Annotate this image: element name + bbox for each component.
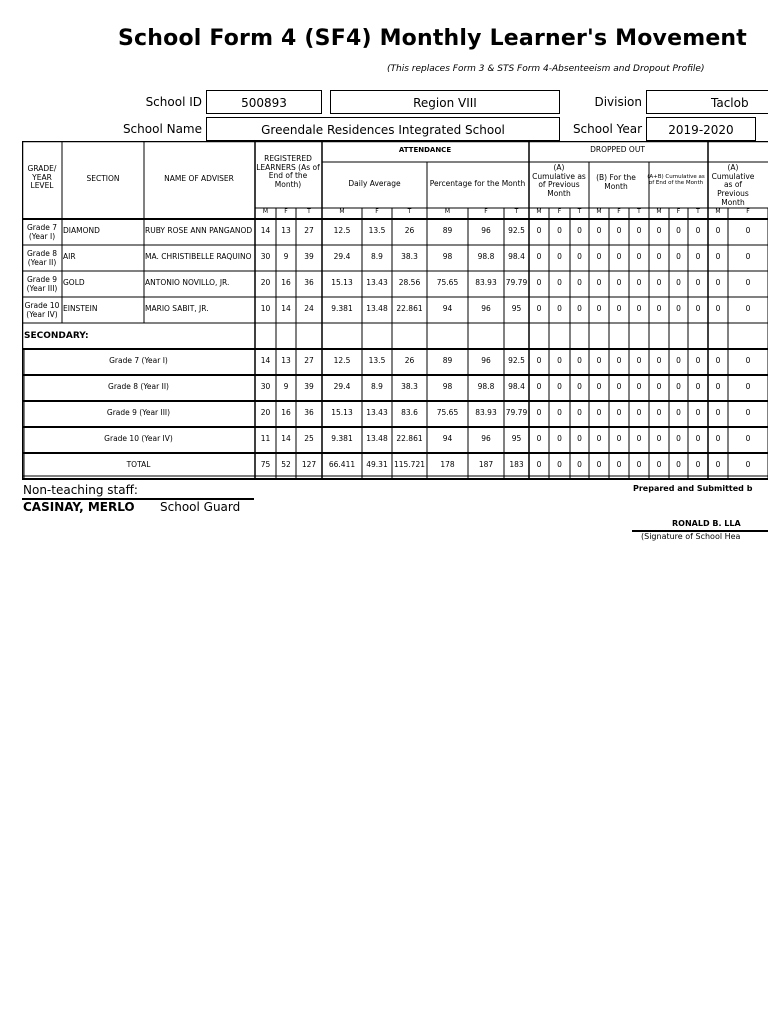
summary-value: 9.381 xyxy=(331,434,353,443)
summary-value: 39 xyxy=(304,382,314,391)
row-value: 0 xyxy=(536,226,542,235)
summary-value: 83.6 xyxy=(401,408,418,417)
summary-value: 0 xyxy=(656,356,662,365)
mft-header: M xyxy=(536,207,542,215)
summary-value: 96 xyxy=(481,356,491,365)
row-value: 0 xyxy=(715,304,721,313)
total-value: 0 xyxy=(557,460,562,469)
summary-value: 0 xyxy=(695,434,701,443)
school-year-label: School Year xyxy=(572,122,642,136)
row-value: 0 xyxy=(596,252,602,261)
summary-value: 25 xyxy=(304,434,314,443)
row-value: 27 xyxy=(304,226,314,235)
row-value: 29.4 xyxy=(333,252,351,261)
summary-value: 0 xyxy=(695,356,701,365)
row-section: DIAMOND xyxy=(63,226,100,235)
summary-value: 0 xyxy=(715,356,721,365)
row-value: 0 xyxy=(715,252,721,261)
staff-name: CASINAY, MERLO xyxy=(23,500,135,514)
row-value: 14 xyxy=(281,304,291,313)
row-value: 24 xyxy=(304,304,314,313)
summary-value: 0 xyxy=(577,408,582,417)
summary-value: 0 xyxy=(676,434,681,443)
total-value: 75 xyxy=(260,460,271,469)
header-percentage-month: Percentage for the Month xyxy=(429,179,526,188)
summary-value: 13.5 xyxy=(368,356,386,365)
mft-header: M xyxy=(715,207,721,215)
summary-value: 0 xyxy=(636,382,642,391)
summary-value: 98.8 xyxy=(477,382,495,391)
total-value: 0 xyxy=(676,460,681,469)
row-value: 0 xyxy=(616,278,622,287)
form-title: School Form 4 (SF4) Monthly Learner's Movement xyxy=(118,26,748,51)
row-value: 96 xyxy=(481,304,491,313)
summary-value: 8.9 xyxy=(371,382,383,391)
row-grade-level: Grade 9 (Year III) xyxy=(26,275,58,293)
form-subtitle: (This replaces Form 3 & STS Form 4-Absenteeism and Dropout Profile) xyxy=(387,64,705,74)
row-value: 30 xyxy=(260,252,271,261)
summary-value: 98 xyxy=(442,382,453,391)
summary-value: 0 xyxy=(596,382,602,391)
mft-header: T xyxy=(307,207,311,215)
row-grade-level: Grade 8 (Year II) xyxy=(26,249,58,267)
mft-header: F xyxy=(676,207,681,215)
header-transferred-cumulative-previous: (A) Cumulative as of Previous Month xyxy=(711,163,755,207)
summary-value: 11 xyxy=(260,434,271,443)
mft-header: F xyxy=(375,207,379,215)
header-daily-average: Daily Average xyxy=(348,179,401,188)
summary-value: 0 xyxy=(656,408,662,417)
summary-value: 30 xyxy=(260,382,271,391)
header-grade-level: GRADE/ YEAR LEVEL xyxy=(27,164,57,191)
row-value: 28.56 xyxy=(398,278,421,287)
row-value: 0 xyxy=(616,226,622,235)
summary-value: 75.65 xyxy=(436,408,459,417)
school-id-label: School ID xyxy=(145,95,202,109)
mft-header: F xyxy=(557,207,562,215)
row-value: 0 xyxy=(676,252,681,261)
row-value: 0 xyxy=(745,252,751,261)
secondary-label: SECONDARY: xyxy=(24,331,89,341)
row-value: 13.48 xyxy=(366,304,388,313)
row-value: 0 xyxy=(557,226,562,235)
summary-value: 0 xyxy=(695,408,701,417)
row-value: 0 xyxy=(676,278,681,287)
summary-value: 94 xyxy=(442,434,453,443)
row-adviser: ANTONIO NOVILLO, JR. xyxy=(145,279,230,287)
summary-value: 0 xyxy=(577,434,582,443)
row-value: 0 xyxy=(636,226,642,235)
row-value: 98.8 xyxy=(477,252,495,261)
row-value: 0 xyxy=(656,304,662,313)
summary-value: 0 xyxy=(616,408,622,417)
learner-movement-table xyxy=(22,141,768,481)
summary-value: 0 xyxy=(596,356,602,365)
row-value: 0 xyxy=(616,252,622,261)
summary-value: 0 xyxy=(676,356,681,365)
row-value: 0 xyxy=(616,304,622,313)
summary-value: 96 xyxy=(481,434,491,443)
summary-value: 26 xyxy=(404,356,415,365)
row-value: 98 xyxy=(442,252,453,261)
row-value: 0 xyxy=(636,278,642,287)
row-value: 0 xyxy=(577,226,582,235)
row-value: 26 xyxy=(404,226,415,235)
row-value: 0 xyxy=(656,252,662,261)
row-value: 0 xyxy=(656,278,662,287)
row-value: 0 xyxy=(596,226,602,235)
row-value: 0 xyxy=(745,226,751,235)
summary-value: 14 xyxy=(260,356,271,365)
row-value: 0 xyxy=(536,304,542,313)
summary-value: 0 xyxy=(636,434,642,443)
division-label: Division xyxy=(594,95,642,109)
school-id-field: 500893 xyxy=(206,90,322,114)
summary-value: 29.4 xyxy=(333,382,351,391)
division-field: Taclob xyxy=(646,90,768,114)
summary-value: 13.48 xyxy=(366,434,388,443)
summary-value: 0 xyxy=(557,434,562,443)
total-label: TOTAL xyxy=(126,460,151,469)
mft-header: T xyxy=(514,207,519,215)
row-value: 0 xyxy=(695,226,701,235)
summary-value: 15.13 xyxy=(331,408,353,417)
row-value: 98.4 xyxy=(508,252,525,261)
nonteaching-staff-label: Non-teaching staff: xyxy=(23,483,138,497)
header-dropped-out: DROPPED OUT xyxy=(590,145,645,154)
mft-header: T xyxy=(637,207,641,215)
summary-value: 98.4 xyxy=(508,382,525,391)
row-value: 10 xyxy=(260,304,271,313)
mft-header: T xyxy=(577,207,582,215)
summary-value: 0 xyxy=(536,356,542,365)
summary-grade-label: Grade 9 (Year III) xyxy=(106,408,171,417)
summary-value: 0 xyxy=(596,434,602,443)
total-value: 0 xyxy=(695,460,701,469)
summary-value: 83.93 xyxy=(475,408,497,417)
row-value: 0 xyxy=(596,278,602,287)
row-value: 0 xyxy=(695,278,701,287)
summary-value: 0 xyxy=(536,434,542,443)
summary-value: 14 xyxy=(281,434,291,443)
mft-header: T xyxy=(696,207,700,215)
school-year-field: 2019-2020 xyxy=(646,117,756,141)
header-cumulative-end: (A+B) Cumulative as of End of the Month xyxy=(647,174,705,187)
summary-value: 0 xyxy=(616,382,622,391)
summary-value: 0 xyxy=(536,408,542,417)
summary-value: 27 xyxy=(304,356,314,365)
row-value: 0 xyxy=(557,252,562,261)
summary-value: 20 xyxy=(260,408,271,417)
mft-header: F xyxy=(617,207,621,215)
total-value: 187 xyxy=(478,460,494,469)
summary-value: 92.5 xyxy=(508,356,525,365)
summary-value: 36 xyxy=(304,408,314,417)
row-value: 0 xyxy=(577,252,582,261)
summary-value: 0 xyxy=(557,382,562,391)
header-section: SECTION xyxy=(86,174,120,183)
total-value: 0 xyxy=(577,460,582,469)
row-value: 0 xyxy=(695,252,701,261)
summary-value: 9 xyxy=(283,382,289,391)
row-value: 0 xyxy=(715,226,721,235)
total-value: 66.411 xyxy=(328,460,356,469)
signatory-name: RONALD B. LLA xyxy=(672,519,741,528)
mft-header: F xyxy=(284,207,288,215)
summary-value: 95 xyxy=(511,434,522,443)
school-name-field: Greendale Residences Integrated School xyxy=(206,117,560,141)
total-value: 0 xyxy=(596,460,602,469)
summary-value: 0 xyxy=(676,382,681,391)
summary-value: 0 xyxy=(557,356,562,365)
row-value: 0 xyxy=(577,278,582,287)
mft-header: M xyxy=(444,207,451,215)
total-value: 52 xyxy=(281,460,291,469)
summary-value: 0 xyxy=(745,356,751,365)
row-value: 0 xyxy=(636,304,642,313)
row-value: 0 xyxy=(596,304,602,313)
summary-value: 22.861 xyxy=(396,434,423,443)
total-value: 0 xyxy=(715,460,721,469)
row-value: 0 xyxy=(656,226,662,235)
summary-value: 16 xyxy=(281,408,291,417)
row-value: 15.13 xyxy=(331,278,353,287)
summary-value: 0 xyxy=(616,434,622,443)
total-value: 49.31 xyxy=(366,460,388,469)
row-value: 79.79 xyxy=(505,278,528,287)
header-for-the-month: (B) For the Month xyxy=(596,173,636,191)
total-value: 0 xyxy=(636,460,642,469)
row-value: 22.861 xyxy=(396,304,423,313)
row-grade-level: Grade 10 (Year IV) xyxy=(24,301,60,319)
total-value: 0 xyxy=(536,460,542,469)
total-value: 178 xyxy=(440,460,455,469)
row-value: 0 xyxy=(676,226,681,235)
summary-grade-label: Grade 7 (Year I) xyxy=(109,356,168,365)
mft-header: T xyxy=(407,207,412,215)
summary-value: 0 xyxy=(745,408,751,417)
row-value: 14 xyxy=(260,226,271,235)
mft-header: M xyxy=(656,207,662,215)
row-section: EINSTEIN xyxy=(63,304,98,313)
row-value: 12.5 xyxy=(333,226,351,235)
staff-underline xyxy=(22,498,254,500)
summary-grade-label: Grade 8 (Year II) xyxy=(108,382,169,391)
total-value: 115.721 xyxy=(393,460,425,469)
row-value: 8.9 xyxy=(371,252,383,261)
row-value: 20 xyxy=(260,278,271,287)
school-name-label: School Name xyxy=(122,122,202,136)
header-adviser: NAME OF ADVISER xyxy=(164,174,234,183)
summary-value: 0 xyxy=(715,408,721,417)
mft-header: F xyxy=(484,207,488,215)
summary-value: 89 xyxy=(442,356,453,365)
summary-value: 79.79 xyxy=(505,408,528,417)
row-value: 92.5 xyxy=(508,226,525,235)
row-value: 94 xyxy=(442,304,453,313)
summary-value: 0 xyxy=(656,382,662,391)
row-value: 0 xyxy=(745,304,751,313)
mft-header: F xyxy=(746,207,750,215)
header-registered-learners: REGISTERED LEARNERS (As of End of the Month) xyxy=(256,154,320,189)
row-value: 13.43 xyxy=(366,278,388,287)
region-field: Region VIII xyxy=(330,90,560,114)
row-value: 83.93 xyxy=(475,278,497,287)
mft-header: M xyxy=(339,207,345,215)
row-value: 38.3 xyxy=(401,252,418,261)
summary-value: 13.43 xyxy=(366,408,388,417)
total-value: 183 xyxy=(509,460,524,469)
row-value: 9.381 xyxy=(331,304,353,313)
total-value: 0 xyxy=(745,460,751,469)
row-value: 95 xyxy=(511,304,522,313)
summary-value: 12.5 xyxy=(333,356,351,365)
summary-value: 0 xyxy=(636,356,642,365)
row-value: 0 xyxy=(536,278,542,287)
mft-header: M xyxy=(262,207,269,215)
summary-value: 0 xyxy=(695,382,701,391)
row-adviser: MARIO SABIT, JR. xyxy=(145,305,209,313)
summary-grade-label: Grade 10 (Year IV) xyxy=(104,434,173,443)
row-value: 13 xyxy=(281,226,291,235)
summary-value: 0 xyxy=(715,434,721,443)
row-value: 13.5 xyxy=(368,226,386,235)
row-value: 0 xyxy=(557,278,562,287)
row-value: 0 xyxy=(636,252,642,261)
total-value: 0 xyxy=(616,460,622,469)
summary-value: 13 xyxy=(281,356,291,365)
row-value: 9 xyxy=(283,252,289,261)
summary-value: 0 xyxy=(557,408,562,417)
summary-value: 0 xyxy=(596,408,602,417)
summary-value: 38.3 xyxy=(401,382,418,391)
summary-value: 0 xyxy=(616,356,622,365)
row-value: 0 xyxy=(536,252,542,261)
summary-value: 0 xyxy=(745,382,751,391)
summary-value: 0 xyxy=(676,408,681,417)
row-adviser: RUBY ROSE ANN PANGANOD xyxy=(145,227,253,235)
summary-value: 0 xyxy=(636,408,642,417)
header-attendance: ATTENDANCE xyxy=(398,146,452,154)
row-adviser: MA. CHRISTIBELLE RAQUINO xyxy=(145,253,252,261)
summary-value: 0 xyxy=(577,356,582,365)
signatory-caption: (Signature of School Hea xyxy=(641,532,741,541)
summary-value: 0 xyxy=(745,434,751,443)
row-value: 0 xyxy=(557,304,562,313)
staff-position: School Guard xyxy=(160,500,241,514)
row-value: 0 xyxy=(745,278,751,287)
mft-header: M xyxy=(596,207,602,215)
summary-value: 0 xyxy=(577,382,582,391)
row-value: 89 xyxy=(442,226,453,235)
header-cumulative-previous: (A) Cumulative as of Previous Month xyxy=(532,163,586,198)
row-grade-level: Grade 7 (Year I) xyxy=(26,223,58,241)
row-value: 0 xyxy=(676,304,681,313)
row-value: 39 xyxy=(304,252,314,261)
row-value: 0 xyxy=(715,278,721,287)
row-value: 96 xyxy=(481,226,491,235)
row-value: 0 xyxy=(695,304,701,313)
total-value: 127 xyxy=(301,460,317,469)
row-value: 16 xyxy=(281,278,291,287)
row-value: 0 xyxy=(577,304,582,313)
summary-value: 0 xyxy=(715,382,721,391)
summary-value: 0 xyxy=(656,434,662,443)
row-value: 36 xyxy=(304,278,314,287)
row-value: 75.65 xyxy=(436,278,459,287)
row-section: GOLD xyxy=(63,278,85,287)
row-section: AIR xyxy=(63,252,76,261)
total-value: 0 xyxy=(656,460,662,469)
summary-value: 0 xyxy=(536,382,542,391)
prepared-by-label: Prepared and Submitted b xyxy=(633,484,753,493)
